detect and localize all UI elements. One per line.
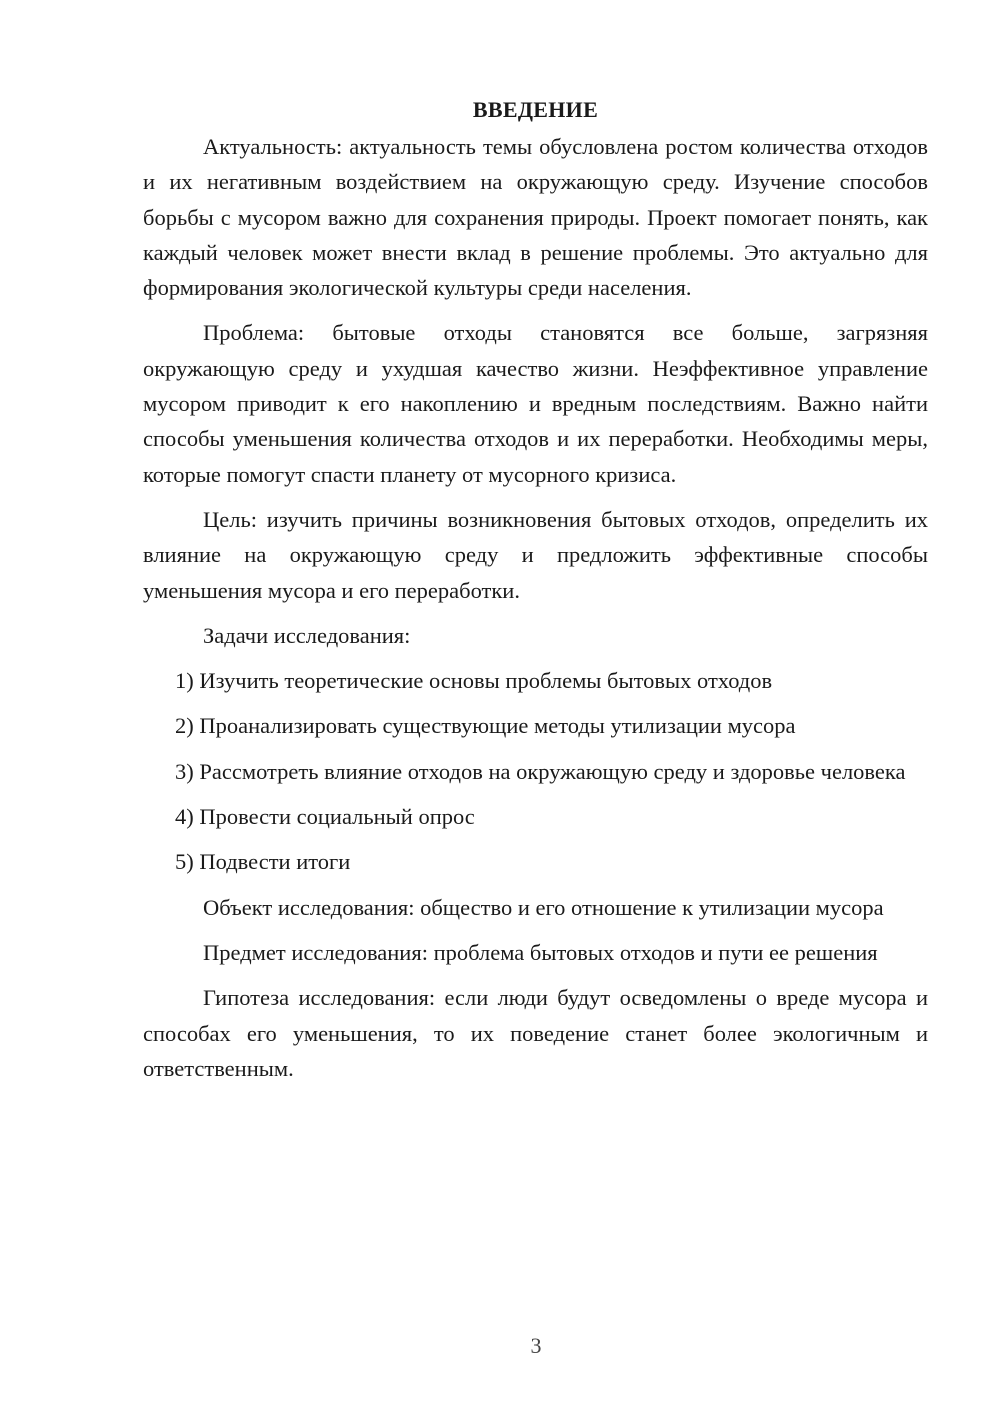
object-paragraph: Объект исследования: общество и его отношение к утилизации мусора: [203, 894, 884, 920]
problem-paragraph: Проблема: бытовые отходы становятся все больше, загрязняя окружающую среду и ухудшая качество жизни. Неэффективное управление мусором приводит к его накоплению и вредным последствиям. Важно найти способы уменьшения количества отходов и их переработки. Необходимы меры, которые помогут спасти планету от мусорного кризиса.: [143, 320, 928, 487]
relevance-paragraph: Актуальность: актуальность темы обусловлена ростом количества отходов и их негативным воздействием на окружающую среду. Изучение способов борьбы с мусором важно для сохранения природы. Проект помогает понять, как каждый человек может внести вклад в решение проблемы. Это актуально для формирования экологической культуры среди населения.: [143, 134, 928, 301]
page-number: 3: [530, 1333, 542, 1358]
page-content: [143, 92, 928, 1086]
goal-paragraph: Цель: изучить причины возникновения бытовых отходов, определить их влияние на окружающую среду и предложить эффективные способы уменьшения мусора и его переработки.: [143, 506, 928, 603]
list-item: 5) Подвести итоги: [175, 849, 351, 875]
list-item: 2) Проанализировать существующие методы утилизации мусора: [175, 713, 796, 739]
list-item: 4) Провести социальный опрос: [175, 804, 475, 830]
tasks-heading: Задачи исследования:: [203, 622, 411, 648]
section-title: ВВЕДЕНИЕ: [472, 97, 599, 122]
hypothesis-paragraph: Гипотеза исследования: если люди будут осведомлены о вреде мусора и способах его уменьшения, то их поведение станет более экологичным и ответственным.: [143, 985, 928, 1081]
subject-paragraph: Предмет исследования: проблема бытовых отходов и пути ее решения: [203, 939, 878, 965]
list-item: 1) Изучить теоретические основы проблемы бытовых отходов: [175, 668, 773, 694]
list-item: 3) Рассмотреть влияние отходов на окружающую среду и здоровье человека: [175, 758, 906, 784]
